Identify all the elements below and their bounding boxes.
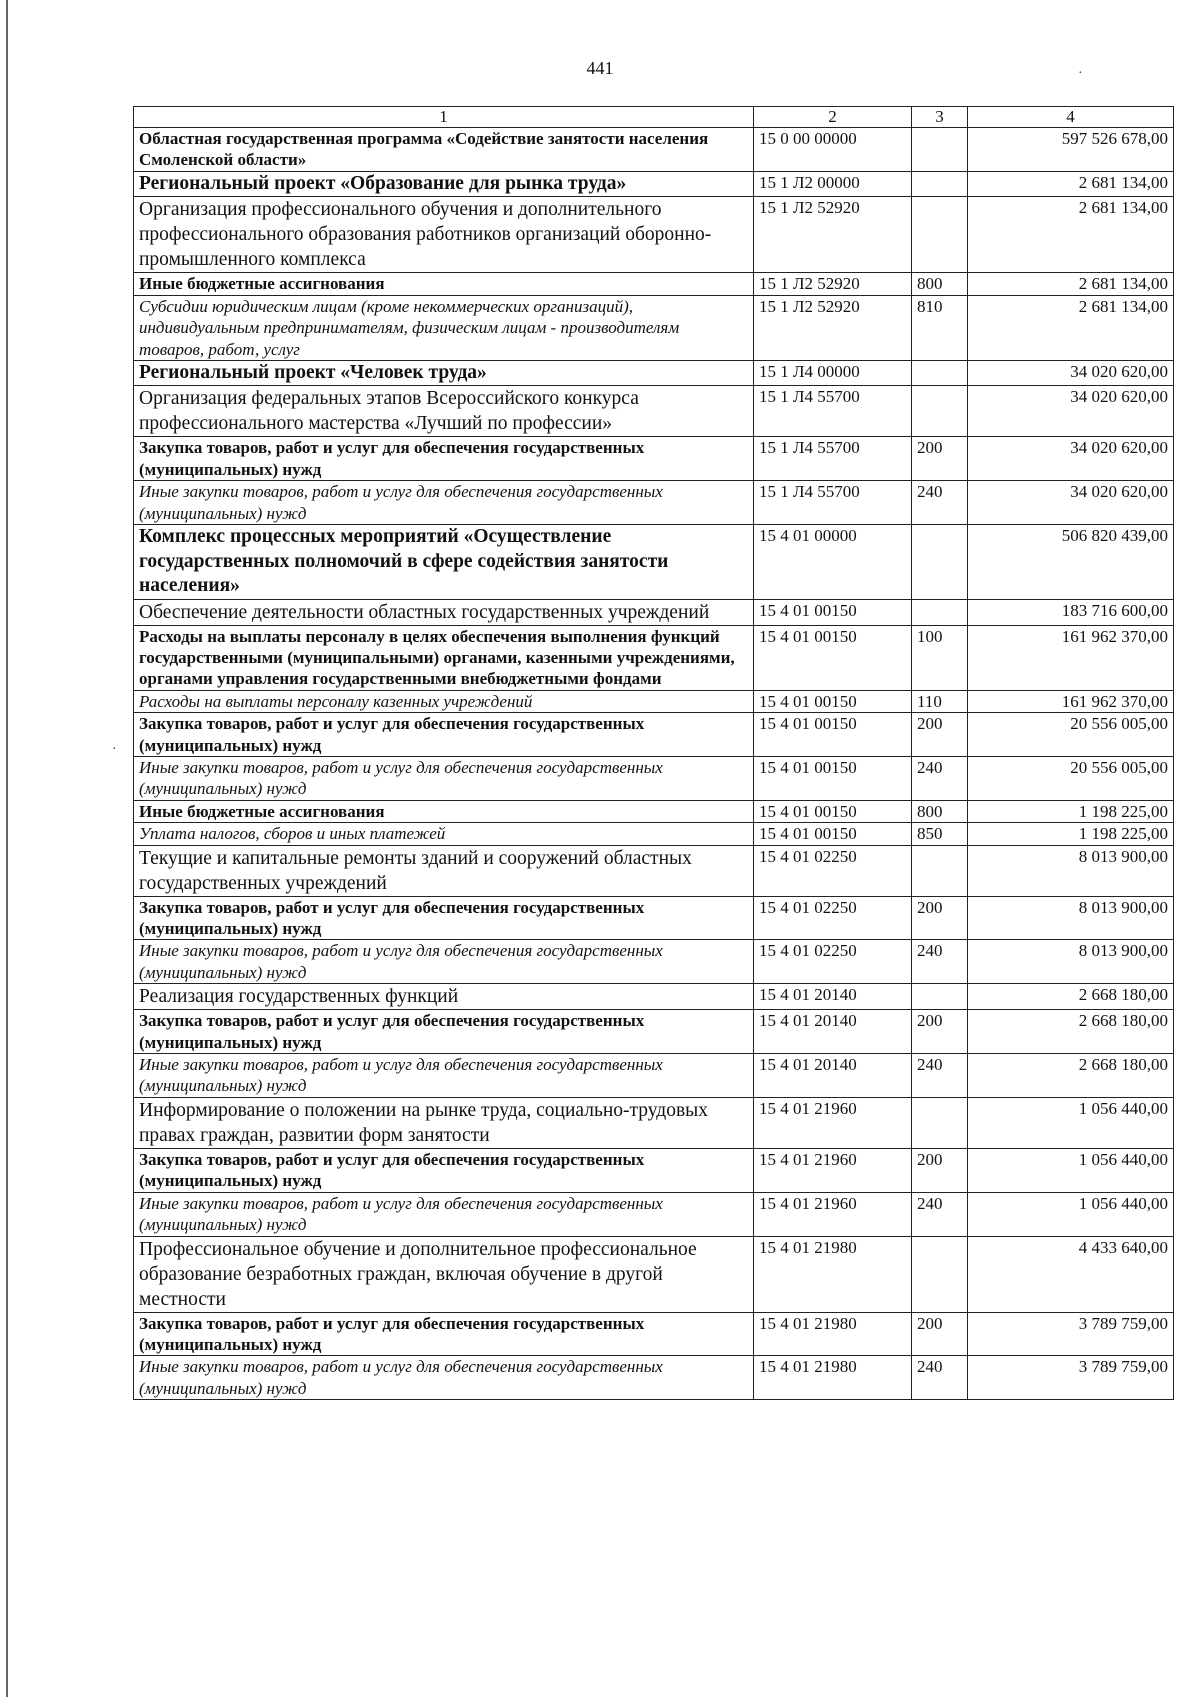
row-code-cell: 15 1 Л4 55700: [754, 386, 912, 437]
row-code-cell: 15 1 Л4 00000: [754, 360, 912, 386]
row-amount-cell: 2 681 134,00: [968, 197, 1174, 273]
table-row: [134, 800, 1174, 822]
row-expense-type-cell: [912, 1097, 968, 1148]
row-code-cell: 15 0 00 00000: [754, 128, 912, 172]
column-header: 1: [134, 107, 754, 128]
row-code-cell: 15 1 Л2 00000: [754, 171, 912, 197]
table-row: [134, 525, 1174, 600]
row-expense-type-cell: [912, 386, 968, 437]
row-name-cell: Региональный проект «Человек труда»: [134, 360, 754, 386]
row-name-cell: Закупка товаров, работ и услуг для обеспечения государственных (муниципальных) нужд: [134, 1148, 754, 1192]
table-row: [134, 360, 1174, 386]
row-expense-type-cell: 200: [912, 1010, 968, 1054]
row-name-cell: Текущие и капитальные ремонты зданий и сооружений областных государственных учреждений: [134, 845, 754, 896]
table-row: [134, 757, 1174, 801]
row-code-cell: 15 1 Л4 55700: [754, 481, 912, 525]
row-amount-cell: 20 556 005,00: [968, 757, 1174, 801]
column-header: 3: [912, 107, 968, 128]
row-code-cell: 15 4 01 00150: [754, 713, 912, 757]
row-code-cell: 15 4 01 20140: [754, 1010, 912, 1054]
row-amount-cell: 8 013 900,00: [968, 940, 1174, 984]
row-expense-type-cell: [912, 171, 968, 197]
row-amount-cell: 34 020 620,00: [968, 481, 1174, 525]
table-row: [134, 625, 1174, 690]
row-code-cell: 15 4 01 00150: [754, 800, 912, 822]
row-amount-cell: 1 198 225,00: [968, 800, 1174, 822]
row-expense-type-cell: [912, 984, 968, 1010]
row-expense-type-cell: 200: [912, 437, 968, 481]
row-expense-type-cell: 800: [912, 273, 968, 295]
row-code-cell: 15 1 Л2 52920: [754, 197, 912, 273]
row-name-cell: Профессиональное обучение и дополнительное профессиональное образование безработных граждан, включая обучение в другой местности: [134, 1236, 754, 1312]
table-row: [134, 481, 1174, 525]
scan-speck: ·: [1078, 66, 1083, 81]
row-name-cell: Иные бюджетные ассигнования: [134, 273, 754, 295]
row-amount-cell: 1 056 440,00: [968, 1148, 1174, 1192]
row-name-cell: Информирование о положении на рынке труда, социально-трудовых правах граждан, развитии форм занятости: [134, 1097, 754, 1148]
row-amount-cell: 183 716 600,00: [968, 599, 1174, 625]
row-code-cell: 15 4 01 00000: [754, 525, 912, 600]
row-amount-cell: 2 681 134,00: [968, 273, 1174, 295]
row-expense-type-cell: [912, 525, 968, 600]
row-amount-cell: 3 789 759,00: [968, 1356, 1174, 1400]
table-row: [134, 845, 1174, 896]
row-amount-cell: 34 020 620,00: [968, 437, 1174, 481]
row-name-cell: Иные закупки товаров, работ и услуг для обеспечения государственных (муниципальных) нужд: [134, 1054, 754, 1098]
row-expense-type-cell: [912, 197, 968, 273]
row-amount-cell: 2 681 134,00: [968, 171, 1174, 197]
table-row: [134, 273, 1174, 295]
row-expense-type-cell: 240: [912, 481, 968, 525]
row-code-cell: 15 4 01 00150: [754, 599, 912, 625]
row-code-cell: 15 1 Л4 55700: [754, 437, 912, 481]
row-expense-type-cell: [912, 845, 968, 896]
row-expense-type-cell: 200: [912, 896, 968, 940]
row-amount-cell: 4 433 640,00: [968, 1236, 1174, 1312]
row-name-cell: Закупка товаров, работ и услуг для обеспечения государственных (муниципальных) нужд: [134, 1312, 754, 1356]
row-code-cell: 15 4 01 00150: [754, 823, 912, 845]
row-name-cell: Закупка товаров, работ и услуг для обеспечения государственных (муниципальных) нужд: [134, 437, 754, 481]
row-expense-type-cell: 110: [912, 690, 968, 712]
row-amount-cell: 161 962 370,00: [968, 625, 1174, 690]
row-expense-type-cell: [912, 1236, 968, 1312]
row-amount-cell: 1 056 440,00: [968, 1097, 1174, 1148]
row-name-cell: Иные закупки товаров, работ и услуг для обеспечения государственных (муниципальных) нужд: [134, 940, 754, 984]
row-amount-cell: 161 962 370,00: [968, 690, 1174, 712]
table-row: [134, 295, 1174, 360]
row-code-cell: 15 4 01 20140: [754, 984, 912, 1010]
row-expense-type-cell: 800: [912, 800, 968, 822]
row-name-cell: Иные закупки товаров, работ и услуг для обеспечения государственных (муниципальных) нужд: [134, 1192, 754, 1236]
row-name-cell: Иные закупки товаров, работ и услуг для обеспечения государственных (муниципальных) нужд: [134, 481, 754, 525]
row-expense-type-cell: 240: [912, 1054, 968, 1098]
row-code-cell: 15 4 01 00150: [754, 625, 912, 690]
table-row: [134, 984, 1174, 1010]
row-expense-type-cell: 200: [912, 1312, 968, 1356]
row-amount-cell: 8 013 900,00: [968, 845, 1174, 896]
row-amount-cell: 597 526 678,00: [968, 128, 1174, 172]
row-name-cell: Расходы на выплаты персоналу в целях обеспечения выполнения функций государственными (муниципальными) органами, казенными учреждениями, органами управления государственными внебюджетными фондами: [134, 625, 754, 690]
table-row: [134, 599, 1174, 625]
table-row: [134, 437, 1174, 481]
row-name-cell: Субсидии юридическим лицам (кроме некоммерческих организаций), индивидуальным предпринимателям, физическим лицам - производителям товаров, работ, услуг: [134, 295, 754, 360]
row-name-cell: Закупка товаров, работ и услуг для обеспечения государственных (муниципальных) нужд: [134, 1010, 754, 1054]
row-expense-type-cell: 100: [912, 625, 968, 690]
table-row: [134, 690, 1174, 712]
page-number: 441: [586, 58, 614, 78]
row-amount-cell: 1 056 440,00: [968, 1192, 1174, 1236]
row-expense-type-cell: [912, 599, 968, 625]
table-row: [134, 128, 1174, 172]
table-row: [134, 1236, 1174, 1312]
row-code-cell: 15 4 01 21980: [754, 1312, 912, 1356]
row-amount-cell: 34 020 620,00: [968, 360, 1174, 386]
row-amount-cell: 2 668 180,00: [968, 984, 1174, 1010]
row-name-cell: Комплекс процессных мероприятий «Осуществление государственных полномочий в сфере содействия занятости населения»: [134, 525, 754, 600]
row-code-cell: 15 4 01 21980: [754, 1236, 912, 1312]
table-row: [134, 1312, 1174, 1356]
table-row: [134, 171, 1174, 197]
row-code-cell: 15 4 01 00150: [754, 757, 912, 801]
table-row: [134, 1097, 1174, 1148]
row-amount-cell: 506 820 439,00: [968, 525, 1174, 600]
row-amount-cell: 2 681 134,00: [968, 295, 1174, 360]
row-name-cell: Уплата налогов, сборов и иных платежей: [134, 823, 754, 845]
table-row: [134, 1010, 1174, 1054]
row-name-cell: Закупка товаров, работ и услуг для обеспечения государственных (муниципальных) нужд: [134, 713, 754, 757]
row-name-cell: Иные закупки товаров, работ и услуг для обеспечения государственных (муниципальных) нужд: [134, 1356, 754, 1400]
row-expense-type-cell: [912, 128, 968, 172]
row-name-cell: Иные закупки товаров, работ и услуг для обеспечения государственных (муниципальных) нужд: [134, 757, 754, 801]
row-expense-type-cell: 240: [912, 940, 968, 984]
scan-speck: ·: [112, 742, 117, 757]
row-amount-cell: 2 668 180,00: [968, 1054, 1174, 1098]
row-code-cell: 15 1 Л2 52920: [754, 273, 912, 295]
row-amount-cell: 8 013 900,00: [968, 896, 1174, 940]
table-row: [134, 386, 1174, 437]
table-header-row: [134, 107, 1174, 128]
row-code-cell: 15 4 01 02250: [754, 940, 912, 984]
column-header: 2: [754, 107, 912, 128]
row-expense-type-cell: 850: [912, 823, 968, 845]
row-expense-type-cell: 240: [912, 757, 968, 801]
table-row: [134, 713, 1174, 757]
table-row: [134, 1148, 1174, 1192]
row-expense-type-cell: 240: [912, 1356, 968, 1400]
table-row: [134, 1054, 1174, 1098]
row-amount-cell: 2 668 180,00: [968, 1010, 1174, 1054]
row-expense-type-cell: 810: [912, 295, 968, 360]
row-name-cell: Областная государственная программа «Содействие занятости населения Смоленской области»: [134, 128, 754, 172]
row-expense-type-cell: 200: [912, 713, 968, 757]
row-code-cell: 15 4 01 21960: [754, 1097, 912, 1148]
row-expense-type-cell: 200: [912, 1148, 968, 1192]
row-code-cell: 15 4 01 00150: [754, 690, 912, 712]
row-name-cell: Обеспечение деятельности областных государственных учреждений: [134, 599, 754, 625]
scan-edge-line: [6, 0, 8, 1697]
row-code-cell: 15 4 01 02250: [754, 896, 912, 940]
table-row: [134, 896, 1174, 940]
table-row: [134, 1356, 1174, 1400]
row-expense-type-cell: 240: [912, 1192, 968, 1236]
row-code-cell: 15 4 01 21960: [754, 1192, 912, 1236]
table-row: [134, 1192, 1174, 1236]
row-code-cell: 15 4 01 21960: [754, 1148, 912, 1192]
row-name-cell: Иные бюджетные ассигнования: [134, 800, 754, 822]
row-amount-cell: 34 020 620,00: [968, 386, 1174, 437]
row-amount-cell: 1 198 225,00: [968, 823, 1174, 845]
row-name-cell: Организация профессионального обучения и дополнительного профессионального образования работников организаций оборонно-промышленного комплекса: [134, 197, 754, 273]
budget-table: [133, 106, 1174, 1400]
row-amount-cell: 3 789 759,00: [968, 1312, 1174, 1356]
row-name-cell: Реализация государственных функций: [134, 984, 754, 1010]
row-name-cell: Расходы на выплаты персоналу казенных учреждений: [134, 690, 754, 712]
row-name-cell: Закупка товаров, работ и услуг для обеспечения государственных (муниципальных) нужд: [134, 896, 754, 940]
table-row: [134, 940, 1174, 984]
table-row: [134, 197, 1174, 273]
row-amount-cell: 20 556 005,00: [968, 713, 1174, 757]
row-name-cell: Организация федеральных этапов Всероссийского конкурса профессионального мастерства «Лучший по профессии»: [134, 386, 754, 437]
row-name-cell: Региональный проект «Образование для рынка труда»: [134, 171, 754, 197]
row-code-cell: 15 1 Л2 52920: [754, 295, 912, 360]
row-code-cell: 15 4 01 20140: [754, 1054, 912, 1098]
table-row: [134, 823, 1174, 845]
row-code-cell: 15 4 01 02250: [754, 845, 912, 896]
column-header: 4: [968, 107, 1174, 128]
row-code-cell: 15 4 01 21980: [754, 1356, 912, 1400]
row-expense-type-cell: [912, 360, 968, 386]
